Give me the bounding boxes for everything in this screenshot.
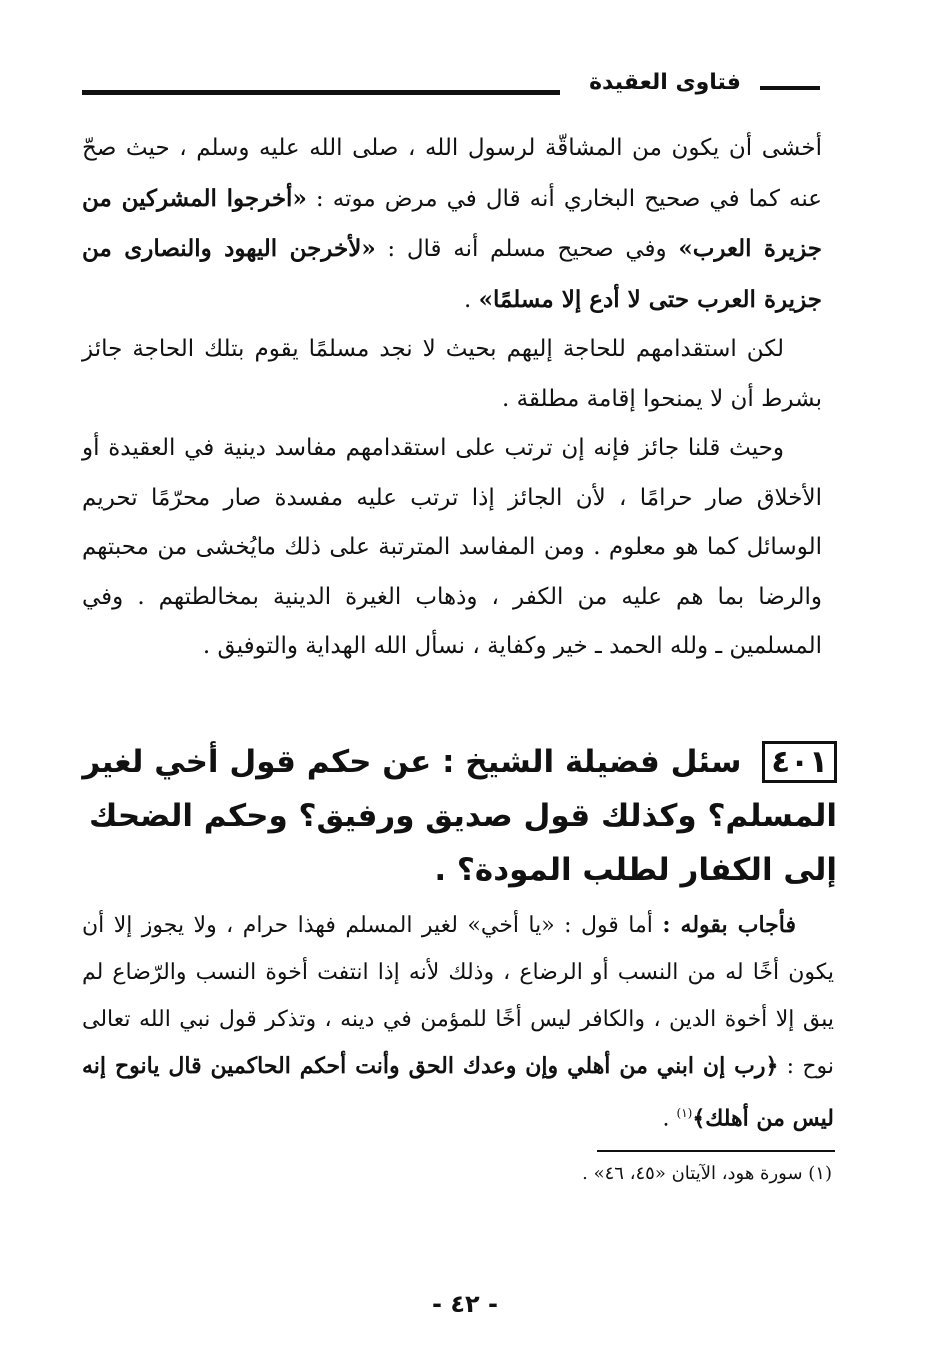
footnote: (١) سورة هود، الآيتان «٤٥، ٤٦» . [582,1163,832,1184]
footnote-separator [597,1150,835,1152]
question-heading [82,735,837,897]
answer-lead: فأجاب بقوله : [662,912,796,938]
answer-end: . [662,1106,677,1132]
paragraph-2: لكن استقدامهم للحاجة إليهم بحيث لا نجد مسلمًا يقوم بتلك الحاجة جائز بشرط أن لا يمنحوا إقامة مطلقة . [82,336,822,412]
paragraph-3: وحيث قلنا جائز فإنه إن ترتب على استقدامهم مفاسد دينية في العقيدة أو الأخلاق صار حرامًا ، لأن الجائز إذا ترتب عليه مفسدة صار محرّمًا تحريم الوسائل كما هو معلوم . ومن المفاسد المترتبة على ذلك مايُخشى من محبتهم والرضا بما هم عليه من الكفر ، وذهاب الغيرة الدينية بمخالطتهم . وفي المسلمين ـ ولله الحمد ـ خير وكفاية ، نسأل الله الهداية والتوفيق . [82,435,822,659]
footnote-marker: (١) [676,1106,693,1120]
question-text: سئل فضيلة الشيخ : عن حكم قول أخي لغير المسلم؟ وكذلك قول صديق ورفيق؟ وحكم الضحك إلى الكفار لطلب المودة؟ . [82,744,837,888]
paragraph-1-end: . [464,286,479,313]
page-number: - ٤٢ - [432,1290,498,1318]
header-rule-short [760,86,820,90]
quran-verse: ﴿رب إن ابني من أهلي وإن وعدك الحق وأنت أحكم الحاكمين قال يانوح إنه ليس من أهلك﴾ [82,1053,834,1132]
paragraph-1 [82,124,822,325]
paragraph-1-text: أخشى أن يكون من المشاقّة لرسول الله ، صلى الله عليه وسلم ، حيث صحّ عنه كما في صحيح البخاري أنه قال في مرض موته : [82,135,822,212]
hadith-quote-1: «أخرجوا المشركين من جزيرة العرب» [82,184,822,262]
body-text [82,124,822,672]
answer-text: أما قول : «يا أخي» لغير المسلم فهذا حرام ، ولا يجوز إلا أن يكون أخًا له من النسب أو الرضاع ، وذلك لأنه إذا انتفت أخوة النسب والرّضاع لم يبق إلا أخوة الدين ، والكافر ليس أخًا للمؤمن في دينه ، وتذكر قول نبي الله تعالى نوح : [82,913,835,1079]
answer-paragraph [82,902,834,1142]
hadith-quote-2: «لأخرجن اليهود والنصارى من جزيرة العرب حتى لا أدع إلا مسلمًا» [82,235,822,313]
question-number-box: ٤٠١ [762,741,837,783]
running-header-title: فتاوى العقيدة [589,70,741,95]
answer-block [82,902,834,1142]
header-rule [82,90,560,95]
paragraph-1-text-2: وفي صحيح مسلم أنه قال : [375,236,679,262]
